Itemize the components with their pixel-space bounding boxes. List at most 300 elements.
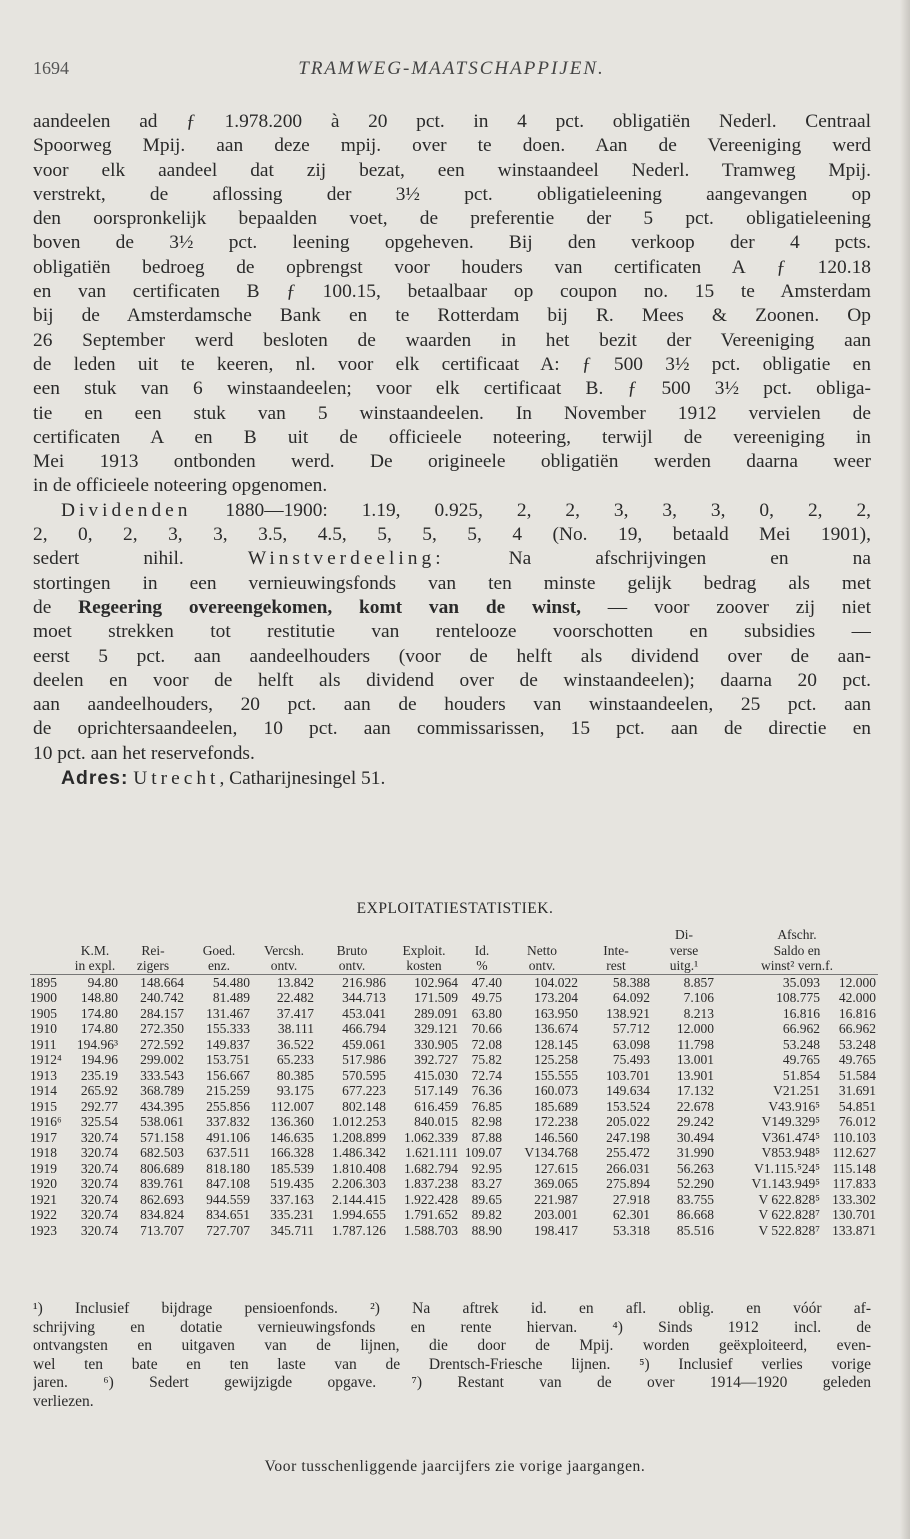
line-text: 2, 0, 2, 3, 3, 3.5, 4.5, 5, 5, 5, 4 (No. 19, betaald Mei 1901), <box>33 524 871 546</box>
value-cell: 37.417 <box>276 1005 314 1021</box>
value-cell: V134.768 <box>524 1145 578 1160</box>
table-row <box>30 974 878 990</box>
value-cell: 36.522 <box>276 1036 314 1052</box>
value-cell: 330.905 <box>414 1036 458 1052</box>
value-cell: 49.75 <box>471 990 502 1005</box>
header-cell <box>252 927 316 943</box>
header-cell: % <box>460 958 504 974</box>
year-cell: 1914 <box>30 1083 57 1098</box>
value-cell: 66.962 <box>838 1021 876 1036</box>
header-cell <box>70 927 120 943</box>
value-cell: 16.816 <box>782 1005 820 1021</box>
line-text: boven de 3½ pct. leening opgeheven. Bij den verkoop der 4 pcts. <box>33 232 871 254</box>
line-text: een stuk van 6 winstaandeelen; voor elk certificaat B. ƒ 500 3½ pct. obliga- <box>33 378 871 400</box>
value-cell: 149.837 <box>206 1036 250 1052</box>
value-cell: 320.74 <box>80 1222 118 1238</box>
value-cell: 1.062.339 <box>404 1129 458 1145</box>
header-cell: ontv. <box>252 958 316 974</box>
body-line <box>33 280 871 304</box>
value-cell: 1.994.655 <box>332 1207 386 1222</box>
page-header <box>33 58 870 88</box>
value-cell: 81.489 <box>212 990 250 1005</box>
value-cell: V21.251 <box>773 1083 820 1098</box>
value-cell: 272.592 <box>140 1036 184 1052</box>
value-cell: 80.385 <box>276 1067 314 1083</box>
value-cell: 2.206.303 <box>332 1176 386 1191</box>
body-line <box>33 110 871 134</box>
value-cell: 17.132 <box>676 1083 714 1098</box>
value-cell: 160.073 <box>534 1083 578 1098</box>
value-cell: 76.36 <box>471 1083 502 1098</box>
value-cell: 255.472 <box>606 1145 650 1160</box>
value-cell: 29.242 <box>676 1114 714 1129</box>
body-line <box>33 693 871 717</box>
value-cell: 174.80 <box>80 1005 118 1021</box>
value-cell: 368.789 <box>140 1083 184 1098</box>
value-cell: 320.74 <box>80 1191 118 1207</box>
value-cell: 93.175 <box>276 1083 314 1098</box>
footnote-line: ¹) Inclusief bijdrage pensioenfonds. ²) Na aftrek id. en afl. oblig. en vóór af- <box>33 1300 871 1317</box>
value-cell: 138.921 <box>606 1005 650 1021</box>
line-text: 10 pct. aan het reservefonds. <box>33 742 255 764</box>
header-cell: Id. <box>474 942 490 958</box>
value-cell: 466.794 <box>342 1021 386 1036</box>
value-cell: 156.667 <box>206 1067 250 1083</box>
table-row <box>30 990 878 1006</box>
value-cell: V853.948⁵ <box>761 1145 820 1160</box>
value-cell: 570.595 <box>342 1067 386 1083</box>
table-row <box>30 1083 878 1099</box>
table-row <box>30 1099 878 1115</box>
header-cell <box>388 927 460 943</box>
value-cell: 637.511 <box>206 1145 250 1160</box>
value-cell: V1.115.⁵24⁵ <box>754 1160 820 1176</box>
value-cell: 171.509 <box>414 990 458 1005</box>
line-text: de oprichtersaandeelen, 10 pct. aan commissarissen, 15 pct. aan de directie en <box>33 718 871 740</box>
body-line <box>33 717 871 741</box>
value-cell: 337.832 <box>206 1114 250 1129</box>
value-cell: 682.503 <box>140 1145 184 1160</box>
value-cell: 53.248 <box>838 1036 876 1052</box>
line-text: stortingen in een vernieuwingsfonds van ten minste gelijk bedrag als met <box>33 572 871 594</box>
value-cell: 284.157 <box>140 1005 184 1021</box>
body-line <box>33 353 871 377</box>
value-cell: 1.012.253 <box>332 1114 386 1129</box>
value-cell: 130.701 <box>832 1207 876 1222</box>
value-cell: 392.727 <box>414 1052 458 1067</box>
year-cell: 1900 <box>30 990 57 1005</box>
value-cell: 62.301 <box>612 1207 650 1222</box>
value-cell: 266.031 <box>606 1160 650 1176</box>
closing-note: Voor tusschenliggende jaarcijfers zie vorige jaargangen. <box>264 1458 646 1475</box>
value-cell: 148.664 <box>140 974 184 990</box>
value-cell: 802.148 <box>342 1098 386 1114</box>
value-cell: 31.691 <box>838 1083 876 1098</box>
year-cell: 1922 <box>30 1207 57 1222</box>
body-text <box>33 110 871 790</box>
value-cell: 369.065 <box>534 1176 578 1191</box>
body-line <box>33 231 871 255</box>
header-cell: kosten <box>388 958 460 974</box>
header-cell <box>460 927 504 943</box>
value-cell: 13.842 <box>276 974 314 990</box>
value-cell: 185.539 <box>270 1160 314 1176</box>
header-cell: Di- <box>675 927 693 942</box>
value-cell: V361.474⁵ <box>761 1129 820 1145</box>
value-cell: 329.121 <box>414 1021 458 1036</box>
value-cell: 76.85 <box>471 1098 502 1114</box>
value-cell: 806.689 <box>140 1160 184 1176</box>
value-cell: 103.701 <box>606 1067 650 1083</box>
value-cell: 834.651 <box>206 1207 250 1222</box>
line-text: moet strekken tot restitutie van rentelooze voorschotten en subsidies — <box>33 621 871 643</box>
line-text: de leden uit te keeren, nl. voor elk certificaat A: ƒ 500 3½ pct. obligatie en <box>33 353 871 375</box>
value-cell: 109.07 <box>464 1145 502 1160</box>
value-cell: 13.901 <box>676 1067 714 1083</box>
value-cell: 519.435 <box>270 1176 314 1191</box>
value-cell: 1.787.126 <box>332 1222 386 1238</box>
line-text: bij de Amsterdamsche Bank en te Rotterdam bij R. Mees & Zoonen. Op <box>33 305 871 327</box>
header-cell: Exploit. <box>402 942 446 958</box>
value-cell: 72.08 <box>471 1036 502 1052</box>
value-cell: 616.459 <box>414 1098 458 1114</box>
value-cell: 1.922.428 <box>404 1191 458 1207</box>
year-cell: 1916⁶ <box>30 1114 62 1129</box>
header-row <box>30 927 878 943</box>
value-cell: 70.66 <box>471 1021 502 1036</box>
body-line <box>33 596 871 620</box>
value-cell: 320.74 <box>80 1129 118 1145</box>
table-row <box>30 1161 878 1177</box>
value-cell: V43.916⁵ <box>768 1098 820 1114</box>
value-cell: 320.74 <box>80 1176 118 1191</box>
value-cell: 12.000 <box>838 974 876 990</box>
body-line <box>33 620 871 644</box>
year-cell: 1895 <box>30 974 57 990</box>
value-cell: 727.707 <box>206 1222 250 1238</box>
value-cell: 216.986 <box>342 974 386 990</box>
value-cell: 35.093 <box>782 974 820 990</box>
value-cell: 155.333 <box>206 1021 250 1036</box>
value-cell: 148.80 <box>80 990 118 1005</box>
header-cell: Vercsh. <box>263 942 305 958</box>
value-cell: 320.74 <box>80 1207 118 1222</box>
year-cell: 1905 <box>30 1005 57 1021</box>
value-cell: 108.775 <box>776 990 820 1005</box>
value-cell: 27.918 <box>612 1191 650 1207</box>
body-line <box>33 329 871 353</box>
body-line <box>33 450 871 474</box>
year-cell: 1912⁴ <box>30 1052 62 1067</box>
value-cell: 517.986 <box>342 1052 386 1067</box>
value-cell: 51.584 <box>838 1067 876 1083</box>
value-cell: 66.962 <box>782 1021 820 1036</box>
body-line <box>33 547 871 571</box>
value-cell: 64.092 <box>612 990 650 1005</box>
table-row <box>30 1130 878 1146</box>
value-cell: 1.791.652 <box>404 1207 458 1222</box>
value-cell: 22.678 <box>676 1098 714 1114</box>
value-cell: V149.329⁵ <box>761 1114 820 1129</box>
header-cell: Inte- <box>603 942 629 958</box>
line-text: sedert nihil. <box>33 548 184 570</box>
header-cell: Goed. <box>202 942 236 958</box>
value-cell: 434.395 <box>140 1098 184 1114</box>
value-cell: 155.555 <box>534 1067 578 1083</box>
line-text: obligatiën bedroeg de opbrengst voor houders van certificaten A ƒ 120.18 <box>33 256 871 278</box>
header-row <box>30 958 878 974</box>
value-cell: 2.144.415 <box>332 1191 386 1207</box>
header-cell: Bruto <box>336 942 368 958</box>
value-cell: 1.621.111 <box>405 1145 458 1160</box>
line-text: den oorspronkelijk bepaalden voet, de preferentie der 5 pct. obligatieleening <box>33 208 871 230</box>
value-cell: 136.360 <box>270 1114 314 1129</box>
value-cell: 713.707 <box>140 1222 184 1238</box>
section-lead: Utrecht <box>133 768 220 790</box>
value-cell: 8.857 <box>683 974 714 990</box>
value-cell: 12.000 <box>676 1021 714 1036</box>
line-text: 26 September werd besloten de waarden in het bezit der Vereeniging aan <box>33 329 871 351</box>
value-cell: 1.837.238 <box>404 1176 458 1191</box>
line-text: Mei 1913 ontbonden werd. De origineele obligatiën werden daarna weer <box>33 451 871 473</box>
value-cell: 83.755 <box>676 1191 714 1207</box>
header-cell: rest <box>580 958 652 974</box>
value-cell: 88.90 <box>471 1222 502 1238</box>
value-cell: 7.106 <box>683 990 714 1005</box>
value-cell: 56.263 <box>676 1160 714 1176</box>
body-line <box>33 304 871 328</box>
header-cell <box>30 943 70 959</box>
value-cell: 13.001 <box>676 1052 714 1067</box>
value-cell: 163.950 <box>534 1005 578 1021</box>
value-cell: 1.810.408 <box>332 1160 386 1176</box>
value-cell: 173.204 <box>534 990 578 1005</box>
line-text: en van certificaten B ƒ 100.15, betaalbaar op coupon no. 15 te Amsterdam <box>33 281 871 303</box>
header-cell <box>504 927 580 943</box>
line-text: Spoorweg Mpij. aan deze mpij. over te doen. Aan de Vereeniging werd <box>33 135 871 157</box>
value-cell: 344.713 <box>342 990 386 1005</box>
body-line <box>33 669 871 693</box>
header-cell: enz. <box>186 958 252 974</box>
table-row <box>30 1037 878 1053</box>
year-cell: 1913 <box>30 1067 57 1083</box>
value-cell: 53.318 <box>612 1222 650 1238</box>
value-cell: V 522.828⁷ <box>758 1222 820 1238</box>
value-cell: 818.180 <box>206 1160 250 1176</box>
value-cell: 146.635 <box>270 1129 314 1145</box>
table-row <box>30 1207 878 1223</box>
value-cell: 31.990 <box>676 1145 714 1160</box>
value-cell: 136.674 <box>534 1021 578 1036</box>
value-cell: 198.417 <box>534 1222 578 1238</box>
value-cell: 415.030 <box>414 1067 458 1083</box>
body-line <box>33 402 871 426</box>
body-line <box>33 256 871 280</box>
footnote-line: verliezen. <box>33 1392 94 1410</box>
body-line <box>33 377 871 401</box>
value-cell: 112.627 <box>832 1145 876 1160</box>
value-cell: 8.213 <box>683 1005 714 1021</box>
value-cell: V 622.828⁷ <box>758 1207 820 1222</box>
value-cell: 133.302 <box>832 1191 876 1207</box>
value-cell: 1.486.342 <box>332 1145 386 1160</box>
page-edge-shadow <box>900 0 910 1539</box>
body-line <box>33 426 871 450</box>
value-cell: 292.77 <box>80 1098 118 1114</box>
table-row <box>30 1052 878 1068</box>
running-title: TRAMWEG-MAATSCHAPPIJEN. <box>298 58 605 79</box>
header-cell <box>120 927 186 943</box>
value-cell: 335.231 <box>270 1207 314 1222</box>
header-cell <box>30 927 70 943</box>
table-header <box>30 927 878 974</box>
table-row <box>30 1114 878 1130</box>
footnote-line: schrijving en dotatie vernieuwingsfonds en rente hiervan. ⁴) Sinds 1912 incl. de <box>33 1318 871 1336</box>
header-cell: K.M. <box>80 942 110 958</box>
value-cell: 337.163 <box>270 1191 314 1207</box>
value-cell: 265.92 <box>80 1083 118 1098</box>
value-cell: 30.494 <box>676 1129 714 1145</box>
value-cell: 862.693 <box>140 1191 184 1207</box>
value-cell: 112.007 <box>270 1098 314 1114</box>
body-line <box>33 499 871 523</box>
value-cell: 87.88 <box>471 1129 502 1145</box>
value-cell: 54.851 <box>838 1098 876 1114</box>
header-cell <box>316 927 388 943</box>
body-line <box>33 207 871 231</box>
line-text: certificaten A en B uit de officieele noteering, terwijl de vereeniging in <box>33 426 871 448</box>
value-cell: 128.145 <box>534 1036 578 1052</box>
value-cell: 72.74 <box>471 1067 502 1083</box>
year-cell: 1919 <box>30 1160 57 1176</box>
value-cell: 215.259 <box>206 1083 250 1098</box>
line-text: tie en een stuk van 5 winstaandeelen. In November 1912 vervielen de <box>33 402 871 424</box>
value-cell: 174.80 <box>80 1021 118 1036</box>
value-cell: 834.824 <box>140 1207 184 1222</box>
value-cell: 63.098 <box>612 1036 650 1052</box>
header-cell: in expl. <box>70 958 120 974</box>
value-cell: 92.95 <box>471 1160 502 1176</box>
table-row <box>30 1145 878 1161</box>
address-label: Adres: <box>61 767 129 790</box>
value-cell: 75.493 <box>612 1052 650 1067</box>
value-cell: 86.668 <box>676 1207 714 1222</box>
line-text: verstrekt, de aflossing der 3½ pct. obligatieleening aangevangen op <box>33 183 871 205</box>
year-cell: 1921 <box>30 1191 57 1207</box>
value-cell: 94.80 <box>87 974 118 990</box>
header-cell <box>186 927 252 943</box>
value-cell: 1.208.899 <box>332 1129 386 1145</box>
value-cell: 221.987 <box>534 1191 578 1207</box>
value-cell: 75.82 <box>471 1052 502 1067</box>
footnote-line: jaren. ⁶) Sedert gewijzigde opgave. ⁷) Restant van de over 1914—1920 geleden <box>33 1374 871 1391</box>
value-cell: V1.143.949⁵ <box>751 1176 820 1191</box>
value-cell: 172.238 <box>534 1114 578 1129</box>
value-cell: 125.258 <box>534 1052 578 1067</box>
table-row <box>30 1223 878 1239</box>
body-line <box>33 572 871 596</box>
value-cell: 944.559 <box>206 1191 250 1207</box>
header-cell: ontv. <box>316 958 388 974</box>
body-line <box>33 645 871 669</box>
value-cell: 51.854 <box>782 1067 820 1083</box>
line-text: aandeelen ad ƒ 1.978.200 à 20 pct. in 4 pct. obligatiën Nederl. Centraal <box>33 111 871 132</box>
value-cell: 840.015 <box>414 1114 458 1129</box>
body-line <box>33 159 871 183</box>
line-text: , Catharijnesingel 51. <box>219 768 386 790</box>
header-cell: ontv. <box>504 958 580 974</box>
footnote-line: wel ten bate en ten laste van de Drentsch-Friesche lijnen. ⁵) Inclusief verlies vorige <box>33 1355 871 1373</box>
value-cell: 847.108 <box>206 1176 250 1191</box>
value-cell: 63.80 <box>471 1005 502 1021</box>
value-cell: 345.711 <box>270 1222 314 1238</box>
header-cell: Netto <box>527 942 557 958</box>
body-line <box>33 474 871 498</box>
line-text: eerst 5 pct. aan aandeelhouders (voor de helft als dividend over de aan- <box>33 645 871 667</box>
body-line <box>33 183 871 207</box>
value-cell: 76.012 <box>838 1114 876 1129</box>
table-row <box>30 1068 878 1084</box>
body-line <box>33 742 871 766</box>
header-cell <box>580 927 652 943</box>
table-body <box>30 974 878 1238</box>
value-cell: 153.524 <box>606 1098 650 1114</box>
value-cell: V 622.828⁵ <box>758 1191 820 1207</box>
value-cell: 255.856 <box>206 1098 250 1114</box>
header-row <box>30 943 878 959</box>
table-row <box>30 1176 878 1192</box>
value-cell: 115.148 <box>832 1160 876 1176</box>
header-cell: winst² vern.f. <box>716 958 878 974</box>
value-cell: 16.816 <box>838 1005 876 1021</box>
value-cell: 104.022 <box>534 974 578 990</box>
value-cell: 83.27 <box>471 1176 502 1191</box>
value-cell: 153.751 <box>206 1052 250 1067</box>
header-cell: Rei- <box>141 942 165 958</box>
value-cell: 131.467 <box>206 1005 250 1021</box>
header-cell: Afschr. <box>777 927 817 942</box>
exploitation-statistics-table <box>30 927 878 1238</box>
value-cell: 677.223 <box>342 1083 386 1098</box>
value-cell: 1.682.794 <box>404 1160 458 1176</box>
value-cell: 127.615 <box>534 1160 578 1176</box>
value-cell: 333.543 <box>140 1067 184 1083</box>
value-cell: 203.001 <box>534 1207 578 1222</box>
body-line <box>33 523 871 547</box>
value-cell: 58.388 <box>612 974 650 990</box>
value-cell: 110.103 <box>832 1129 876 1145</box>
value-cell: 82.98 <box>471 1114 502 1129</box>
value-cell: 49.765 <box>838 1052 876 1067</box>
year-cell: 1920 <box>30 1176 57 1191</box>
line-text: 1880—1900: 1.19, 0.925, 2, 2, 3, 3, 3, 0, 2, 2, <box>191 499 871 521</box>
value-cell: 325.54 <box>80 1114 118 1129</box>
value-cell: 22.482 <box>276 990 314 1005</box>
section-lead: Dividenden <box>61 499 192 521</box>
value-cell: 57.712 <box>612 1021 650 1036</box>
value-cell: 240.742 <box>140 990 184 1005</box>
table-row <box>30 1006 878 1022</box>
header-cell: zigers <box>120 958 186 974</box>
value-cell: 289.091 <box>414 1005 458 1021</box>
value-cell: 11.798 <box>677 1036 714 1052</box>
value-cell: 1.588.703 <box>404 1222 458 1238</box>
value-cell: 459.061 <box>342 1036 386 1052</box>
table-title: EXPLOITATIESTATISTIEK. <box>356 900 554 917</box>
value-cell: 839.761 <box>140 1176 184 1191</box>
year-cell: 1923 <box>30 1222 57 1238</box>
value-cell: 52.290 <box>676 1176 714 1191</box>
